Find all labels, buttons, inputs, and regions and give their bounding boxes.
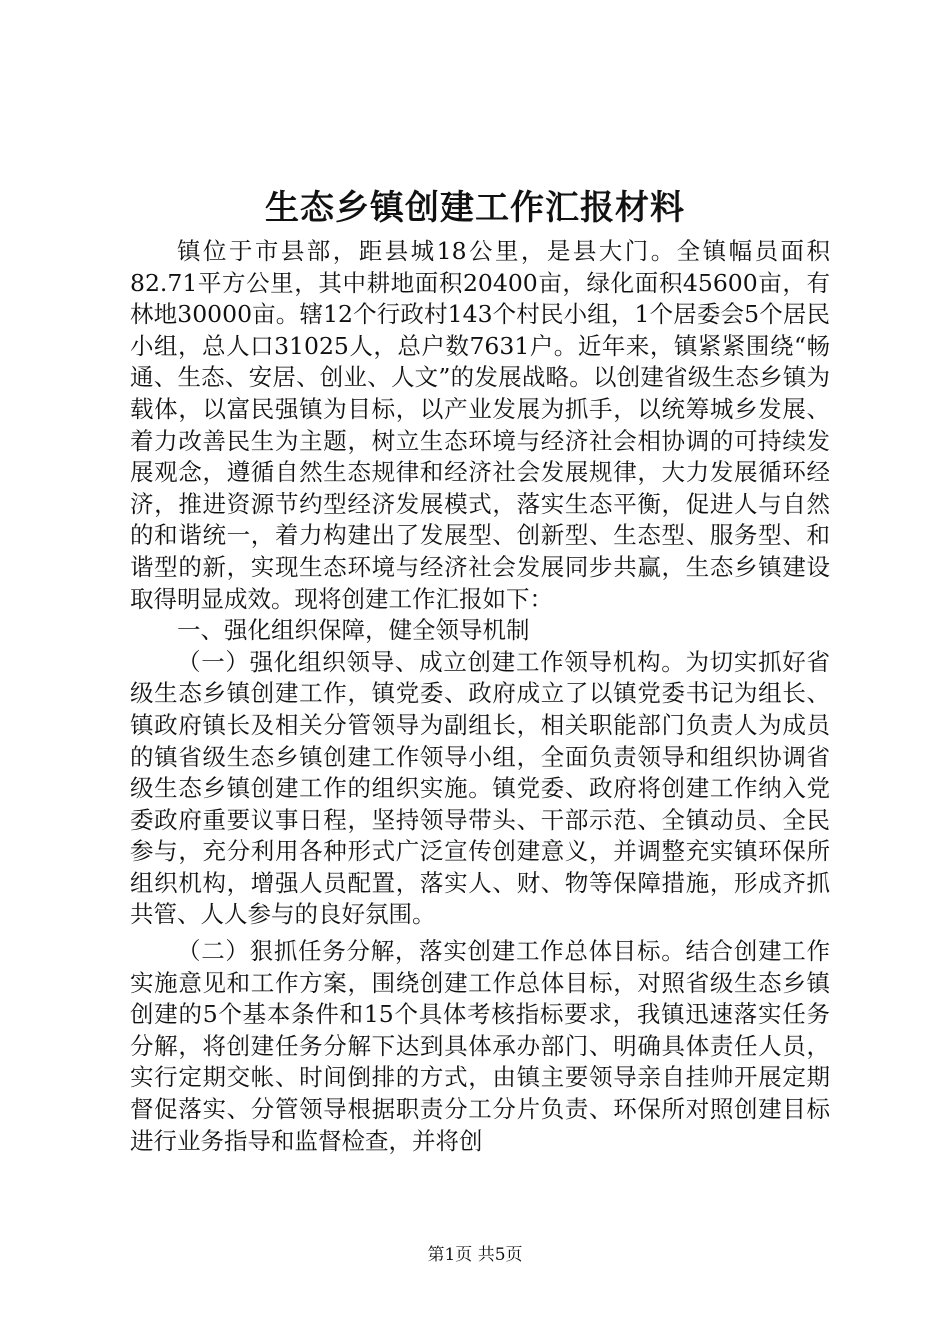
paragraph-organization: （一）强化组织领导、成立创建工作领导机构。为切实抓好省级生态乡镇创建工作，镇党委、政府成立了以镇党委书记为组长、镇政府镇长及相关分管领导为副组长，相关职能部门负责人为成员的镇省级生态乡镇创建工作领导小组，全面负责领导和组织协调省级生态乡镇创建工作的组织实施。镇党委、政府将创建工作纳入党委政府重要议事日程，坚持领导带头、干部示范、全镇动员、全民参与，充分利用各种形式广泛宣传创建意义，并调整充实镇环保所组织机构，增强人员配置，落实人、财、物等保障措施，形成齐抓共管、人人参与的良好氛围。: [130, 647, 830, 929]
section-heading: 一、强化组织保障，健全领导机制: [177, 616, 530, 645]
document-body: [130, 236, 830, 1157]
document-title: 生态乡镇创建工作汇报材料: [265, 188, 685, 228]
page-number-footer: 第1页 共5页: [427, 1245, 523, 1265]
paragraph-task-breakdown: （二）狠抓任务分解，落实创建工作总体目标。结合创建工作实施意见和工作方案，围绕创建工作总体目标，对照省级生态乡镇创建的5个基本条件和15个具体考核指标要求，我镇迅速落实任务分解，将创建任务分解下达到具体承办部门、明确具体责任人员，实行定期交帐、时间倒排的方式，由镇主要领导亲自挂帅开展定期督促落实、分管领导根据职责分工分片负责、环保所对照创建目标进行业务指导和监督检查，并将创: [130, 937, 830, 1155]
paragraph-intro: 镇位于市县部，距县城18公里，是县大门。全镇幅员面积82.71平方公里，其中耕地面积20400亩，绿化面积45600亩，有林地30000亩。辖12个行政村143个村民小组，1个居委会5个居民小组，总人口31025人，总户数7631户。近年来，镇紧紧围绕“畅通、生态、安居、创业、人文”的发展战略。以创建省级生态乡镇为载体，以富民强镇为目标，以产业发展为抓手，以统筹城乡发展、着力改善民生为主题，树立生态环境与经济社会相协调的可持续发展观念，遵循自然生态规律和经济社会发展规律，大力发展循环经济，推进资源节约型经济发展模式，落实生态平衡，促进人与自然的和谐统一，着力构建出了发展型、创新型、生态型、服务型、和谐型的新，实现生态环境与经济社会发展同步共赢，生态乡镇建设取得明显成效。现将创建工作汇报如下：: [130, 237, 830, 613]
